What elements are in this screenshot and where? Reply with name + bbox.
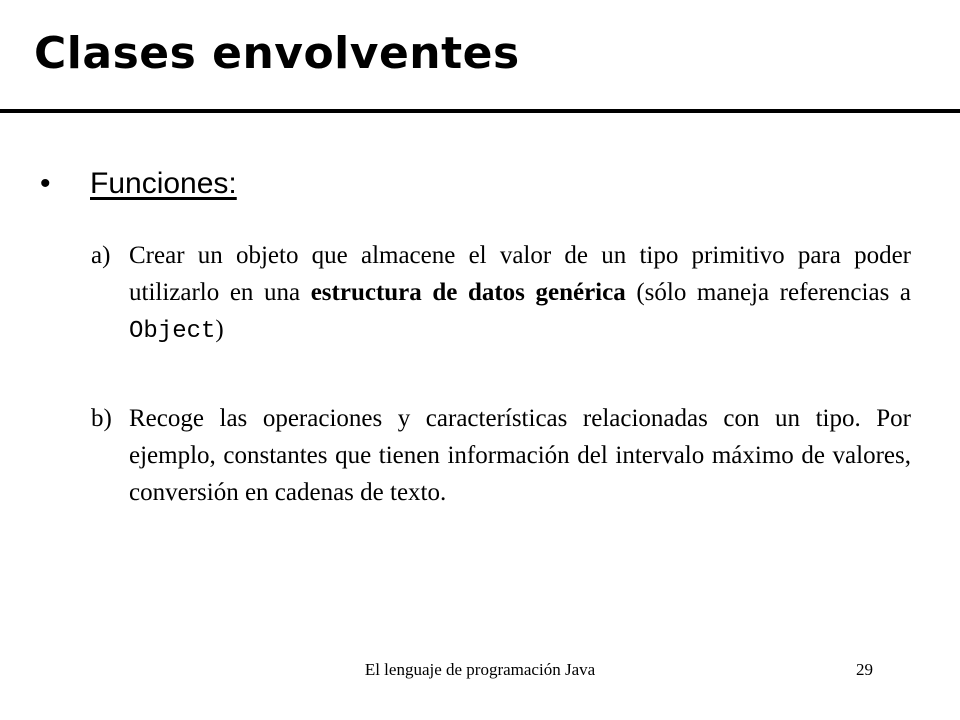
bullet-label: Funciones:	[90, 167, 237, 200]
footer-course-title: El lenguaje de programación Java	[364, 660, 596, 679]
item-letter: a)	[91, 242, 111, 269]
item-text	[129, 237, 911, 350]
slide-title: Clases envolventes	[34, 28, 520, 79]
item-text-part: Crear un objeto que almacene el valor de un tipo primitivo para poder utilizarlo en una	[129, 242, 911, 306]
bullet-funciones	[40, 164, 237, 204]
item-text-part: (sólo maneja referencias a	[625, 279, 911, 306]
title-divider	[0, 109, 960, 113]
item-text: Recoge las operaciones y características relacionadas con un tipo. Por ejemplo, constantes que tienen información del intervalo máximo de valores, conversión en cadenas de texto.	[129, 405, 911, 506]
list-item-a	[91, 237, 911, 350]
list-item-b	[91, 400, 911, 511]
item-bold-term: estructura de datos genérica	[310, 279, 626, 306]
item-letter: b)	[91, 405, 112, 432]
page-number: 29	[856, 660, 873, 679]
bullet-icon: •	[40, 167, 51, 200]
item-code: Object	[129, 318, 216, 345]
item-text-part: )	[215, 316, 224, 343]
